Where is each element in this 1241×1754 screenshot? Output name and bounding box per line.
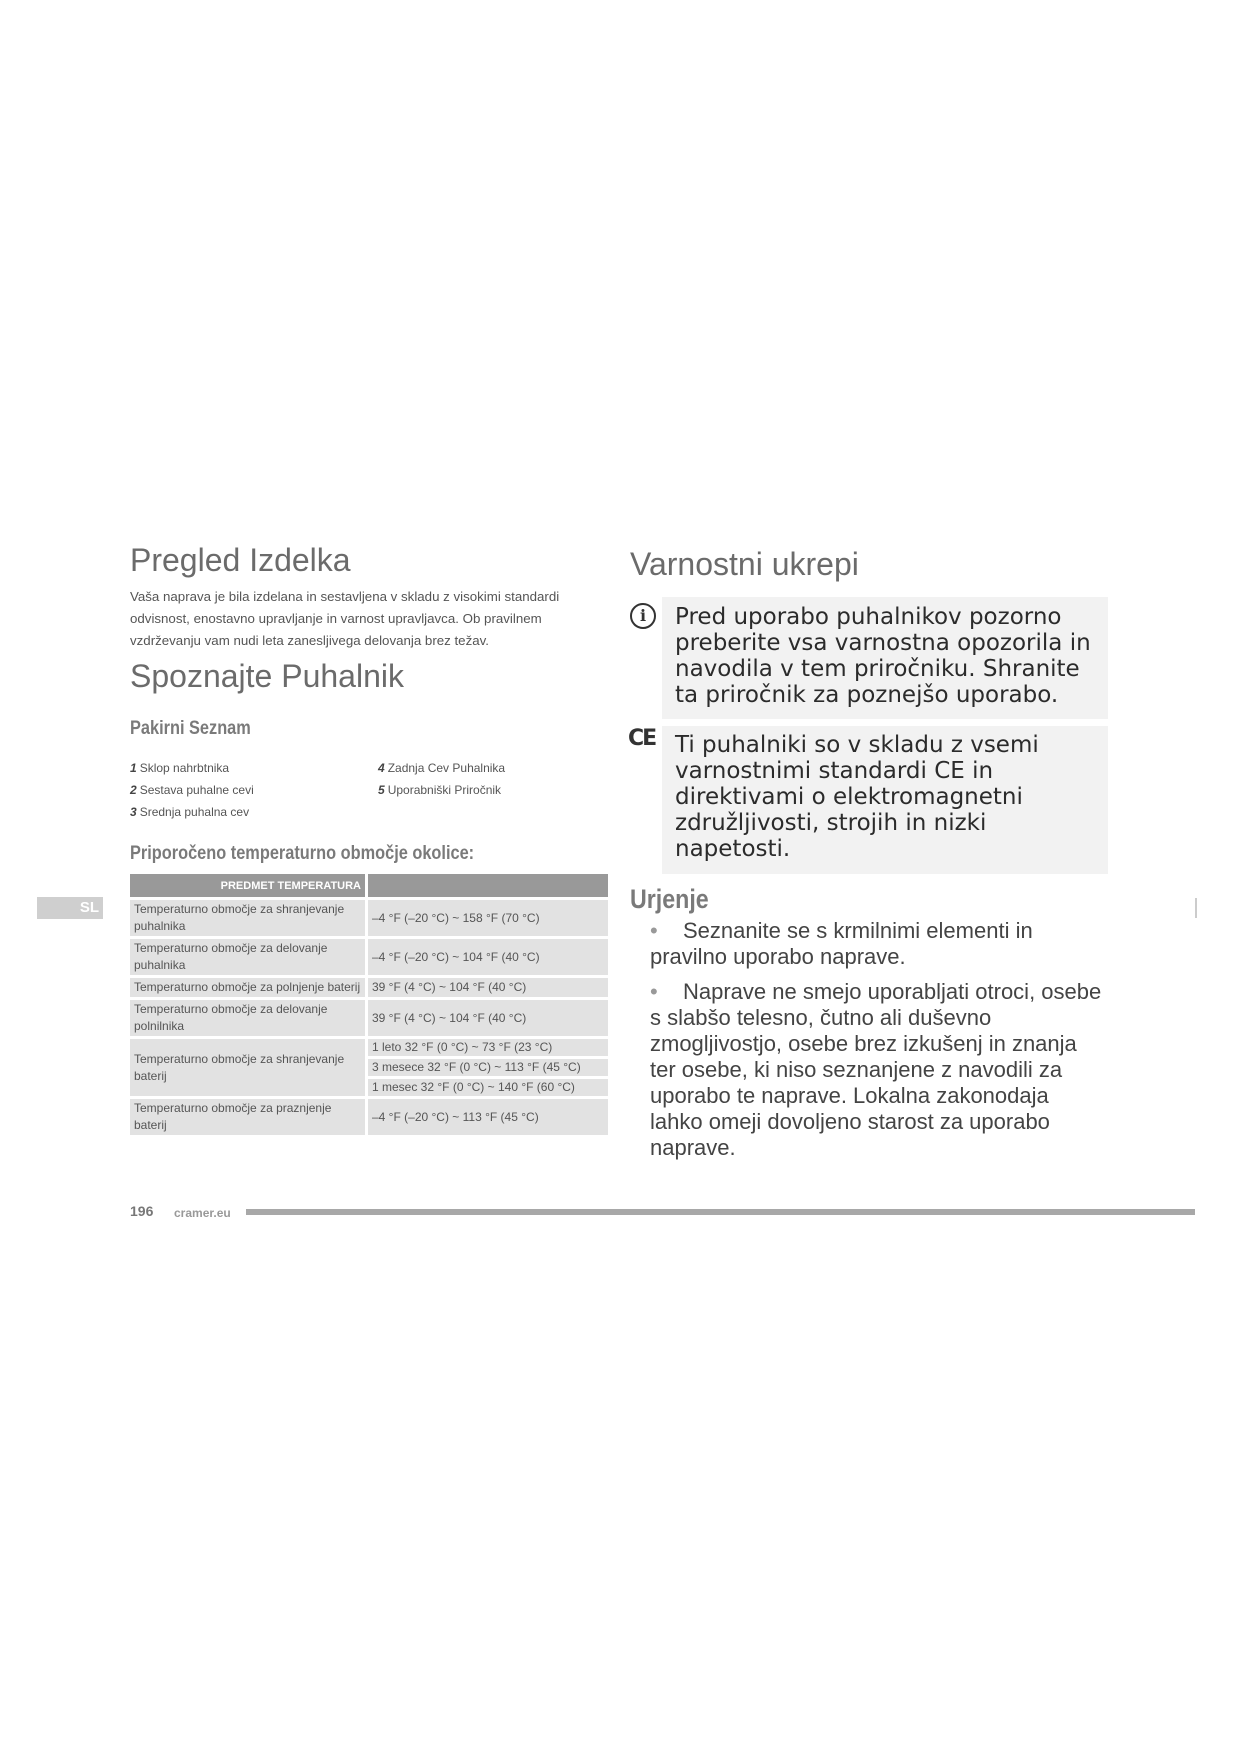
bullet-text: Naprave ne smejo uporabljati otroci, osebe s slabšo telesno, čutno ali duševno zmogljivostjo, osebe brez izkušenj in znanja ter osebe, ki niso seznanjene z navodili za uporabo te naprave. Lokalna zakonodaja lahko omeji dovoljeno starost za uporabo naprave. xyxy=(650,979,1102,1160)
table-cell-label: Temperaturno območje za polnjenje baterij xyxy=(130,978,365,997)
page-number: 196 xyxy=(130,1203,154,1219)
temperature-table xyxy=(127,871,611,1138)
language-tab xyxy=(37,897,103,919)
footer-site: cramer.eu xyxy=(174,1206,231,1220)
bullet-dot: • xyxy=(650,918,658,943)
notice-ce-text: Ti puhalniki so v skladu z vsemi varnostnimi standardi CE in direktivami o elektromagnetni združljivosti, strojih in nizki napetosti. xyxy=(675,732,1039,862)
table-row xyxy=(130,1099,608,1135)
bullet-item xyxy=(650,979,1105,1161)
table-cell-value: 39 °F (4 °C) ~ 104 °F (40 °C) xyxy=(368,978,608,997)
table-row xyxy=(130,939,608,975)
table-row xyxy=(130,978,608,997)
table-cell-value: –4 °F (–20 °C) ~ 158 °F (70 °C) xyxy=(368,900,608,936)
pack-item-3: 3 Srednja puhalna cev xyxy=(130,805,250,819)
spoznajte-title: Spoznajte Puhalnik xyxy=(130,658,404,694)
table-cell-value: 1 leto 32 °F (0 °C) ~ 73 °F (23 °C) xyxy=(368,1039,608,1056)
bullet-item xyxy=(650,918,1095,970)
table-row xyxy=(130,900,608,936)
temperature-title: Priporočeno temperaturno območje okolice: xyxy=(130,843,475,864)
table-cell-label: Temperaturno območje za delovanje puhalnika xyxy=(130,939,365,975)
table-header-empty xyxy=(368,874,608,897)
table-cell-label: Temperaturno območje za praznjenje baterij xyxy=(130,1099,365,1135)
table-header-row xyxy=(130,874,608,897)
pregled-text: Vaša naprava je bila izdelana in sestavljena v skladu z visokimi standardi odvisnost, enostavno upravljanje in varnost upravljavca. Ob pravilnem vzdrževanju vam nudi leta zanesljivega delovanja brez težav. xyxy=(130,589,560,648)
table-row xyxy=(130,1000,608,1036)
pack-item-2: 2 Sestava puhalne cevi xyxy=(130,783,254,797)
pregled-title: Pregled Izdelka xyxy=(130,542,351,578)
urjenje-title: Urjenje xyxy=(630,884,709,914)
table-row xyxy=(130,1039,608,1056)
ce-mark-icon: CE xyxy=(628,726,656,751)
table-cell-label: Temperaturno območje za delovanje polnilnika xyxy=(130,1000,365,1036)
table-cell-label: Temperaturno območje za shranjevanje baterij xyxy=(130,1039,365,1096)
info-icon: i xyxy=(630,603,656,629)
table-cell-value: –4 °F (–20 °C) ~ 104 °F (40 °C) xyxy=(368,939,608,975)
pack-item-5: 5 Uporabniški Priročnik xyxy=(378,783,502,797)
column-edge-mark xyxy=(1195,898,1197,918)
table-cell-value: 1 mesec 32 °F (0 °C) ~ 140 °F (60 °C) xyxy=(368,1079,608,1096)
footer-bar xyxy=(246,1209,1195,1215)
pakirni-title: Pakirni Seznam xyxy=(130,718,251,739)
varnostni-title: Varnostni ukrepi xyxy=(630,546,859,582)
table-cell-value: 39 °F (4 °C) ~ 104 °F (40 °C) xyxy=(368,1000,608,1036)
table-header-cell: PREDMET TEMPERATURA xyxy=(130,874,365,897)
bullet-dot: • xyxy=(650,979,658,1004)
notice-info-text: Pred uporabo puhalnikov pozorno preberite vsa varnostna opozorila in navodila v tem priročniku. Shranite ta priročnik za poznejšo uporabo. xyxy=(675,604,1091,708)
pack-item-1: 1 Sklop nahrbtnika xyxy=(130,761,230,775)
table-cell-value: –4 °F (–20 °C) ~ 113 °F (45 °C) xyxy=(368,1099,608,1135)
bullet-text: Seznanite se s krmilnimi elementi in pravilno uporabo naprave. xyxy=(650,918,1033,969)
language-tab-label: SL xyxy=(79,899,99,916)
table-cell-value: 3 mesece 32 °F (0 °C) ~ 113 °F (45 °C) xyxy=(368,1059,608,1076)
pack-item-4: 4 Zadnja Cev Puhalnika xyxy=(378,761,506,775)
table-cell-label: Temperaturno območje za shranjevanje puhalnika xyxy=(130,900,365,936)
